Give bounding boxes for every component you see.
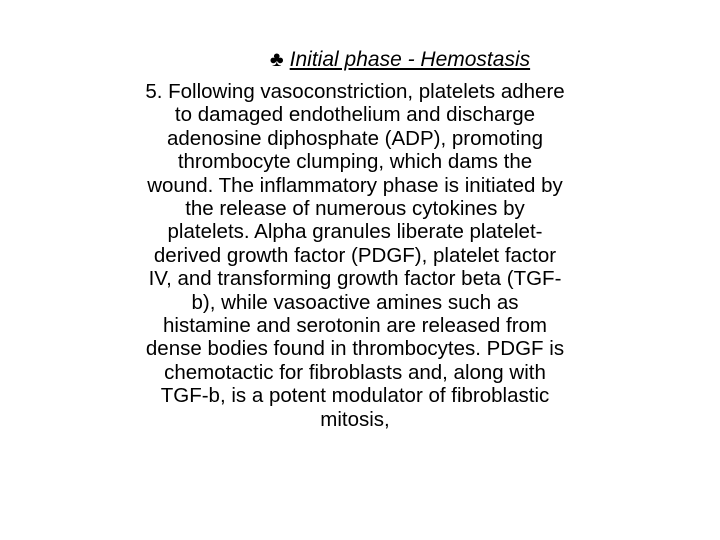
paragraph-line: adenosine diphosphate (ADP), promoting	[166, 126, 544, 150]
paragraph-line: thrombocyte clumping, which dams the	[177, 150, 533, 174]
paragraph-line: platelets. Alpha granules liberate platelet-	[167, 220, 543, 244]
paragraph-line: histamine and serotonin are released from	[162, 314, 547, 338]
paragraph-line: dense bodies found in thrombocytes. PDGF is	[145, 337, 565, 361]
paragraph-line: chemotactic for fibroblasts and, along with	[164, 360, 546, 384]
paragraph-line: mitosis,	[320, 407, 390, 431]
paragraph-line: to damaged endothelium and discharge	[174, 103, 536, 127]
paragraph-line: b), while vasoactive amines such as	[191, 290, 519, 314]
paragraph-line: derived growth factor (PDGF), platelet factor	[153, 243, 557, 267]
paragraph-line: 5. Following vasoconstriction, platelets adhere	[145, 80, 565, 103]
paragraph-line: IV, and transforming growth factor beta (TGF-	[148, 267, 562, 291]
paragraph-line: the release of numerous cytokines by	[185, 197, 525, 221]
paragraph-line: TGF-b, is a potent modulator of fibroblastic	[160, 384, 550, 408]
paragraph-line: wound. The inflammatory phase is initiated by	[147, 173, 563, 197]
club-bullet-icon: ♣	[269, 48, 284, 71]
body-paragraph	[100, 80, 610, 431]
slide-heading	[0, 47, 720, 73]
heading-title: Initial phase - Hemostasis	[289, 48, 531, 71]
